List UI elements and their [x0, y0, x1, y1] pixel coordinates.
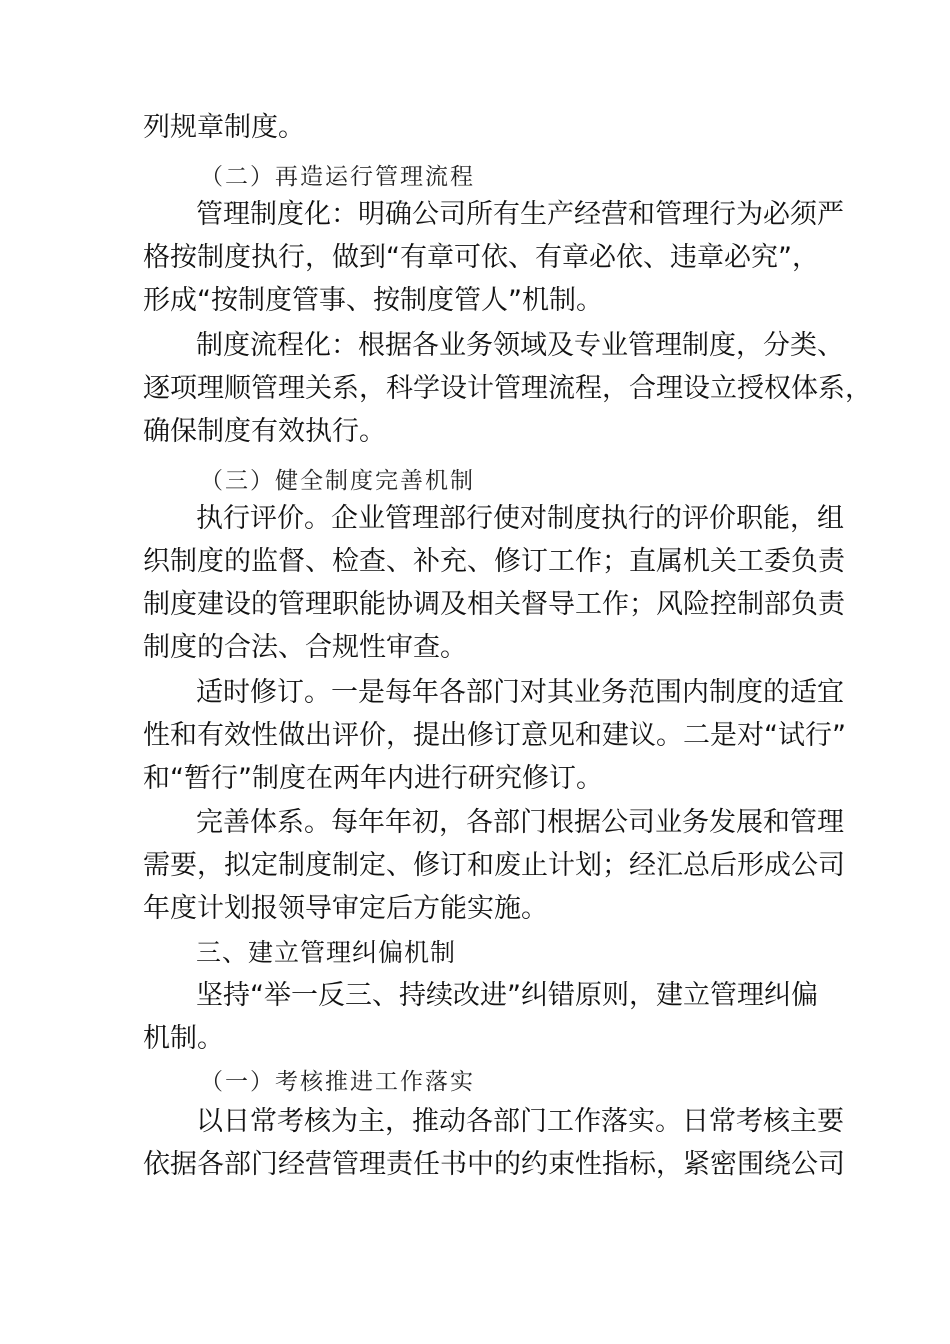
section-heading: 三、建立管理纠偏机制 [196, 938, 457, 967]
body-text-line: 制度的合法、合规性审查。 [143, 632, 467, 663]
body-text-line: 年度计划报领导审定后方能实施。 [143, 893, 548, 924]
body-text-line: 逐项理顺管理关系，科学设计管理流程，合理设立授权体系， [143, 373, 872, 404]
body-text-line: 性和有效性做出评价，提出修订意见和建议。二是对“试行” [143, 720, 846, 751]
body-text-line: 适时修订。一是每年各部门对其业务范围内制度的适宜 [196, 677, 844, 708]
section-subheading: （二）再造运行管理流程 [200, 164, 475, 190]
body-text-line: 机制。 [143, 1023, 224, 1054]
body-text-line: 确保制度有效执行。 [143, 416, 386, 447]
body-text-line: 织制度的监督、检查、补充、修订工作；直属机关工委负责 [143, 546, 845, 577]
body-text-line: 和“暂行”制度在两年内进行研究修订。 [143, 763, 603, 794]
body-text-line: 需要，拟定制度制定、修订和废止计划；经汇总后形成公司 [143, 850, 845, 881]
body-text-line: 形成“按制度管事、按制度管人”机制。 [143, 285, 603, 316]
section-subheading: （一）考核推进工作落实 [200, 1069, 475, 1095]
body-text-line: 依据各部门经营管理责任书中的约束性指标，紧密围绕公司 [143, 1149, 845, 1180]
section-subheading: （三）健全制度完善机制 [200, 468, 475, 494]
body-text-line: 制度建设的管理职能协调及相关督导工作；风险控制部负责 [143, 589, 845, 620]
body-text-line: 坚持“举一反三、持续改进”纠错原则，建立管理纠偏 [196, 980, 818, 1011]
body-text-line: 格按制度执行，做到“有章可依、有章必依、违章必究”， [143, 242, 819, 273]
body-text-line: 管理制度化：明确公司所有生产经营和管理行为必须严 [196, 199, 844, 230]
body-text-line: 以日常考核为主，推动各部门工作落实。日常考核主要 [196, 1106, 844, 1137]
body-text-line: 完善体系。每年年初，各部门根据公司业务发展和管理 [196, 807, 844, 838]
body-text-line: 执行评价。企业管理部行使对制度执行的评价职能，组 [196, 503, 844, 534]
body-text-line: 制度流程化：根据各业务领域及专业管理制度，分类、 [196, 330, 844, 361]
body-text-line: 列规章制度。 [143, 112, 305, 143]
